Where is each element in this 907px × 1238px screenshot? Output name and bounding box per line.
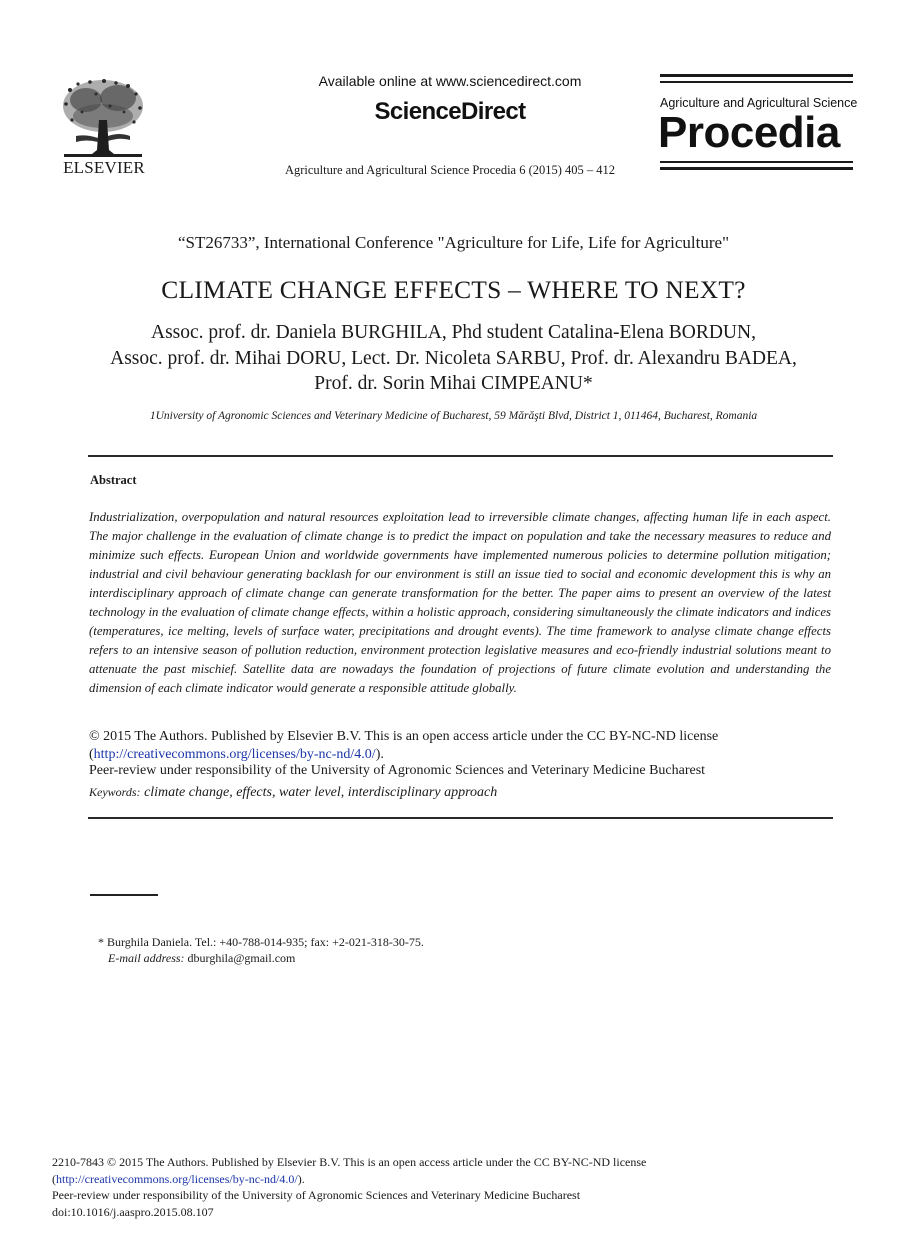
copyright-notice bbox=[89, 728, 831, 763]
footer-license bbox=[52, 1154, 852, 1220]
authors-line: Prof. dr. Sorin Mihai CIMPEANU* bbox=[314, 373, 593, 394]
footer-license-link[interactable]: http://creativecommons.org/licenses/by-nc-nd/4.0/ bbox=[56, 1171, 298, 1186]
journal-citation: Agriculture and Agricultural Science Procedia 6 (2015) 405 – 412 bbox=[284, 163, 616, 177]
email-label: E-mail address: bbox=[108, 951, 185, 965]
procedia-journal-subtitle: Agriculture and Agricultural Science bbox=[660, 96, 858, 110]
abstract-heading: Abstract bbox=[90, 473, 137, 487]
elsevier-wordmark: ELSEVIER bbox=[63, 158, 145, 177]
license-paren-open: ( bbox=[52, 1171, 56, 1186]
abstract-text: Industrialization, overpopulation and natural resources exploitation lead to irreversible climate changes, affecting human life in each aspect. The major challenge in the evaluation of climate change is to predict the impact on population and take the necessary measures to reduce and minimize such effects. European Union and worldwide governments have implemented numerous policies to determine pollution mitigation; industrial and civil behaviour generating backlash for our environment is still an issue tied to social and economic development this is why an interdisciplinary approach of climate change can generate transformation for the better. The paper aims to present an overview of the latest technology in the evaluation of climate change effects, within a holistic approach, considering simultaneously the climate indicators and indices (temperatures, ice melting, levels of surface water, precipitations and drought events). The time framework to analyse climate change effects refers to an intensive season of pollution reduction, environment protection legislative measures and eco-friendly industrial solutions meant to attenuate the past mischief. Satellite data are nowadays the foundation of projections of future climate evolution and understanding the dimension of each climate indicator would generate a responsible attitude globally. bbox=[89, 510, 831, 695]
footer-doi[interactable]: doi:10.1016/j.aaspro.2015.08.107 bbox=[52, 1204, 214, 1219]
footer-peer-review: Peer-review under responsibility of the University of Agronomic Sciences and Veterinary Medicine Bucharest bbox=[52, 1188, 581, 1202]
corresponding-author-email bbox=[108, 951, 295, 966]
paper-title: CLIMATE CHANGE EFFECTS – WHERE TO NEXT? bbox=[161, 275, 746, 304]
keywords-list: climate change, effects, water level, interdisciplinary approach bbox=[144, 785, 498, 800]
procedia-rule bbox=[660, 161, 853, 163]
keywords-label: Keywords: bbox=[89, 785, 141, 799]
footer-issn-line: 2210-7843 © 2015 The Authors. Published by Elsevier B.V. This is an open access article under the CC BY-NC-ND license bbox=[52, 1155, 647, 1169]
corresponding-author-note: * Burghila Daniela. Tel.: +40-788-014-935; fax: +2-021-318-30-75. bbox=[98, 935, 424, 949]
license-paren-close: ). bbox=[375, 746, 384, 762]
license-paren-open: ( bbox=[89, 746, 94, 762]
abstract-bottom-rule bbox=[88, 817, 833, 819]
footnote-rule bbox=[90, 894, 158, 896]
peer-review-notice: Peer-review under responsibility of the University of Agronomic Sciences and Veterinary Medicine Bucharest bbox=[89, 763, 706, 778]
keywords bbox=[89, 785, 831, 801]
license-paren-close: ). bbox=[297, 1171, 305, 1186]
procedia-rule bbox=[660, 167, 853, 170]
authors-line: Assoc. prof. dr. Mihai DORU, Lect. Dr. Nicoleta SARBU, Prof. dr. Alexandru BADEA, bbox=[110, 348, 797, 369]
license-link[interactable]: http://creativecommons.org/licenses/by-nc-nd/4.0/ bbox=[93, 746, 376, 762]
copyright-text: © 2015 The Authors. Published by Elsevier B.V. This is an open access article under the CC BY-NC-ND license bbox=[89, 729, 719, 744]
conference-name: “ST26733”, International Conference "Agriculture for Life, Life for Agriculture" bbox=[177, 233, 730, 252]
abstract-top-rule bbox=[88, 455, 833, 457]
footer-license-line bbox=[52, 1171, 852, 1188]
authors-line: Assoc. prof. dr. Daniela BURGHILA, Phd student Catalina-Elena BORDUN, bbox=[151, 322, 756, 343]
procedia-journal-name: Procedia bbox=[658, 108, 840, 157]
email-address[interactable]: dburghila@gmail.com bbox=[187, 951, 296, 965]
procedia-rule bbox=[660, 81, 853, 83]
procedia-rule bbox=[660, 74, 853, 77]
author-affiliation: 1University of Agronomic Sciences and Veterinary Medicine of Bucharest, 59 Mărăşti Blvd, District 1, 011464, Bucharest, Romania bbox=[149, 410, 758, 422]
sciencedirect-brand: ScienceDirect bbox=[374, 98, 526, 125]
available-online-notice: Available online at www.sciencedirect.com bbox=[318, 73, 582, 89]
